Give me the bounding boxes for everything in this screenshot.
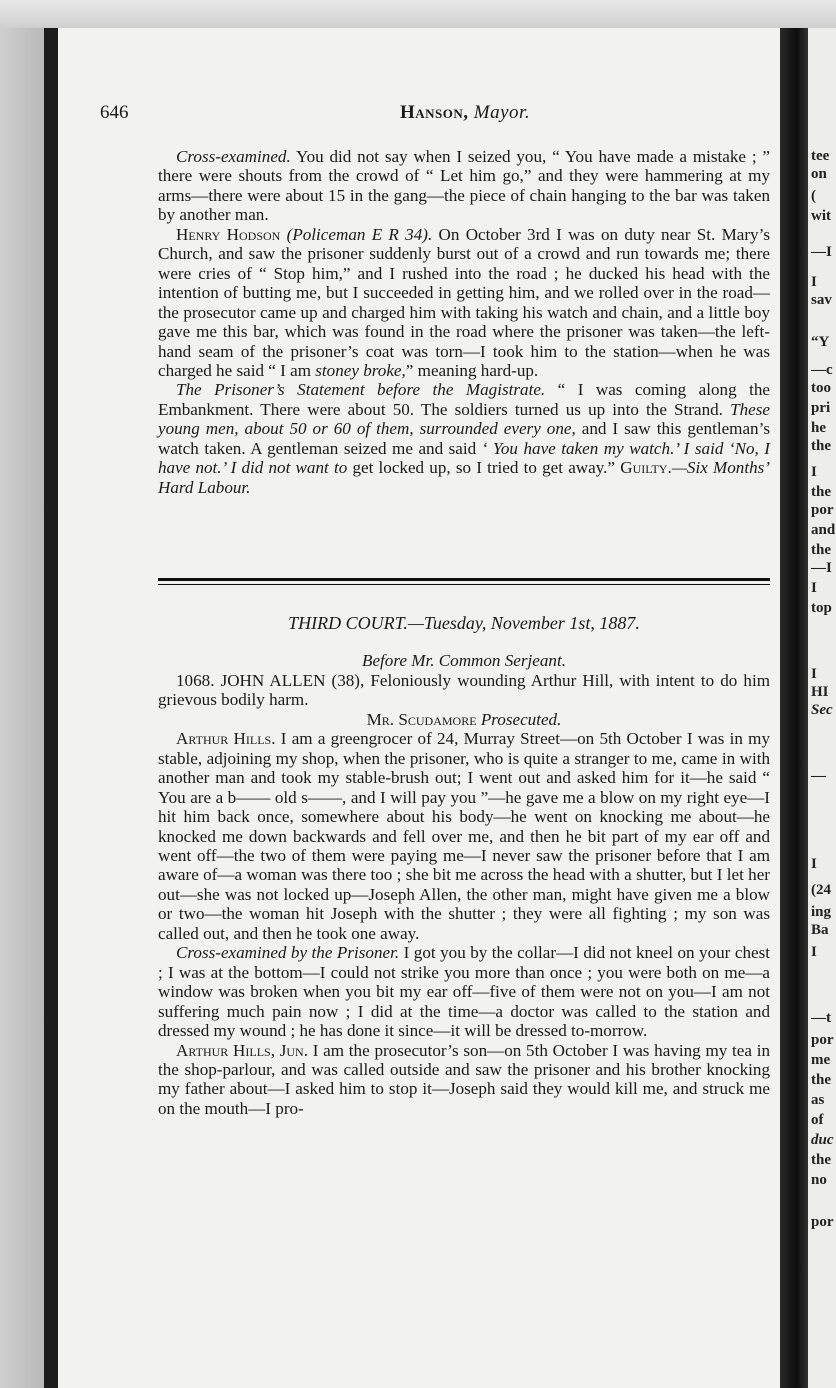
adjacent-page-fragment: I bbox=[811, 944, 817, 960]
cross-examination-paragraph bbox=[158, 943, 770, 1040]
adjacent-page-fragment: I bbox=[811, 580, 817, 596]
adjacent-page-fragment: —I bbox=[811, 560, 832, 576]
court-date: —Tuesday, November 1st, 1887. bbox=[407, 613, 640, 633]
statement-text: “ I was coming along the Embankment. There were about 50. The soldiers turned us up into the Strand. bbox=[158, 380, 770, 419]
statement-italic: These young men, about 50 or 60 of them, surrounded every one, bbox=[158, 399, 770, 439]
cross-examined-label: Cross-examined by the Prisoner. bbox=[176, 943, 400, 963]
adjacent-page-fragment: tee bbox=[811, 148, 830, 164]
adjacent-page-fragment: on bbox=[811, 166, 827, 182]
adjacent-page-fragment: —I bbox=[811, 244, 832, 260]
adjacent-page-fragment: the bbox=[811, 438, 831, 454]
cross-examination-paragraph bbox=[158, 147, 770, 225]
adjacent-page-fragment: ing bbox=[811, 904, 832, 920]
adjacent-page-fragment: I bbox=[811, 274, 817, 290]
statement-italic: ‘ You have taken my watch.’ I said ‘No, I have not.’ I did not want to bbox=[158, 438, 770, 478]
adjacent-page-fragment: the bbox=[811, 1152, 831, 1168]
court-heading bbox=[158, 614, 770, 633]
third-court-section bbox=[158, 614, 770, 1118]
adjacent-page-fragment: I bbox=[811, 666, 817, 682]
case-number: 1068. bbox=[176, 670, 215, 690]
page-number: 646 bbox=[100, 102, 129, 123]
adjacent-page-fragment: pri bbox=[811, 400, 831, 416]
witness-text: On October 3rd I was on duty near St. Mary’s Church, and saw the prisoner suddenly burst out of a crowd and run towards me; there were cries of “ Stop him,” and I rushed into the road ; he ducked his head with the intention of butting me, but I succeeded in getting him, and we rolled over in the road—the prosecutor came up and charged him with taking his watch and chain, and a little boy gave me this bar, which was found in the road where the prisoner was taken—the left-hand seam of the prisoner’s coat was torn—I took him to the station—when he was charged he said “ I am bbox=[158, 224, 770, 380]
adjacent-page-fragment: “Y bbox=[811, 334, 830, 350]
adjacent-page-fragment: —t bbox=[811, 1010, 831, 1026]
adjacent-page-fragment: top bbox=[811, 600, 832, 616]
witness-paragraph bbox=[158, 1041, 770, 1119]
adjacent-page-fragment: sav bbox=[811, 292, 832, 308]
prosecutor-label: Prosecuted. bbox=[480, 709, 562, 729]
sentence: —Six Months’ Hard Labour. bbox=[158, 458, 770, 497]
adjacent-page-fragment: I bbox=[811, 464, 817, 480]
adjacent-page-fragment: (24 bbox=[811, 882, 831, 898]
case-entry bbox=[158, 671, 770, 710]
witness-paragraph bbox=[158, 729, 770, 943]
adjacent-page-fragment: me bbox=[811, 1052, 831, 1068]
before-judge: Before Mr. Common Serjeant. bbox=[362, 651, 566, 671]
adjacent-page-fragment: —c bbox=[811, 362, 833, 378]
running-head bbox=[400, 102, 530, 124]
defendant-name: JOHN ALLEN bbox=[220, 670, 326, 690]
witness-name: Arthur Hills. bbox=[176, 729, 276, 749]
adjacent-page-fragment: I bbox=[811, 856, 817, 872]
witness-text: I am a greengrocer of 24, Murray Street—on 5th October I was in my stable, adjoining my shop, when the prisoner, who is quite a stranger to me, came in with another man and took my stable-brush out; I went out and asked him for it—he said “ You are a b—— old s——, and I will pay you ”—he gave me a blow on my right eye—I hit him back once, somewhere about his body—he went on knocking me about—he knocked me down backwards and fell over me, and then he bit part of my ear off and went off—the two of them were paying me—I never saw the prisoner before that I am aware of—a woman was there too ; she bit me across the head with a shutter, but I let her out—she was not locked up—Joseph Allen, the other man, might have given me a blow or two—the woman hit Joseph with the shutter ; they were all fighting ; my son was called out, and then he took one away. bbox=[158, 729, 770, 943]
adjacent-page-fragment: por bbox=[811, 1032, 834, 1048]
prisoner-statement-paragraph bbox=[158, 380, 770, 497]
witness-text-end: ” meaning hard-up. bbox=[405, 360, 539, 380]
cross-examined-text: I got you by the collar—I did not kneel on your chest ; I was at the bottom—I could not strike you more than once ; you were both on me—a window was broken when you bit my ear off—five of them were not on you—I am not suffering much pain now ; I did at the time—a doctor was called to the station and dressed my wound ; he has done it since—it will be dressed to-morrow. bbox=[158, 943, 770, 1041]
section-divider-rule bbox=[158, 578, 770, 585]
adjacent-page-fragment: no bbox=[811, 1172, 827, 1188]
scan-left-edge bbox=[0, 28, 44, 1388]
adjacent-page-fragment: ( bbox=[811, 188, 816, 204]
adjacent-page-fragment: Sec bbox=[811, 702, 833, 718]
running-head-name: Hanson, bbox=[400, 102, 469, 123]
book-gutter-shadow bbox=[44, 28, 58, 1388]
running-header bbox=[100, 100, 770, 130]
adjacent-page-fragment: the bbox=[811, 1072, 831, 1088]
adjacent-page-fragment: too bbox=[811, 380, 831, 396]
court-name: THIRD COURT. bbox=[288, 613, 408, 633]
cross-examined-text: You did not say when I seized you, “ You have made a mistake ; ” there were shouts from the crowd of “ Let him go,” and they were hammering at my arms—there were about 15 in the gang—the piece of chain hanging to the bar was taken by another man. bbox=[158, 147, 770, 225]
charge: Feloniously wounding Arthur Hill, with intent to do him grievous bodily harm. bbox=[158, 670, 770, 710]
prosecutor-name: Mr. Scudamore bbox=[366, 709, 477, 729]
adjacent-page-fragment: he bbox=[811, 420, 826, 436]
verdict: Guilty. bbox=[620, 458, 672, 478]
adjacent-page-fragment: of bbox=[811, 1112, 824, 1128]
statement-text: and I saw this gentleman’s watch taken. A gentleman seized me and said bbox=[158, 419, 770, 458]
book-spine-shadow bbox=[780, 28, 808, 1388]
running-head-title: Mayor. bbox=[473, 102, 531, 123]
witness-name: Arthur Hills, Jun. bbox=[176, 1040, 308, 1060]
adjacent-page-fragment: por bbox=[811, 502, 834, 518]
adjacent-page-edge bbox=[808, 28, 836, 1388]
defendant-age: (38), bbox=[331, 670, 365, 690]
adjacent-page-fragment: wit bbox=[811, 208, 831, 224]
adjacent-page-fragment: the bbox=[811, 542, 831, 558]
witness-paragraph bbox=[158, 225, 770, 381]
adjacent-page-fragment: HI bbox=[811, 684, 829, 700]
cross-examined-label: Cross-examined. bbox=[176, 147, 291, 166]
statement-label: The Prisoner’s Statement before the Magistrate. bbox=[176, 380, 546, 400]
prosecution-line bbox=[158, 710, 770, 729]
adjacent-page-fragment: as bbox=[811, 1092, 825, 1108]
adjacent-page-fragment: por bbox=[811, 1214, 834, 1230]
case-continuation bbox=[158, 147, 770, 497]
adjacent-page-fragment: duc bbox=[811, 1132, 834, 1148]
adjacent-page-fragment: — bbox=[811, 768, 826, 784]
adjacent-page-fragment: the bbox=[811, 484, 831, 500]
scan-top-margin bbox=[0, 0, 836, 28]
witness-slang: stoney broke, bbox=[315, 360, 406, 380]
witness-name: Henry Hodson bbox=[176, 224, 281, 244]
witness-text: I am the prosecutor’s son—on 5th October I was having my tea in the shop-parlour, and was called outside and saw the prisoner and his brother knocking my father about—I asked him to stop it—Joseph said they would kill me, and struck me on the mouth—I pro- bbox=[158, 1040, 771, 1118]
adjacent-page-fragment: Ba bbox=[811, 922, 829, 938]
statement-text: get locked up, so I tried to get away.” bbox=[352, 458, 616, 478]
witness-role: (Policeman E R 34). bbox=[286, 224, 433, 244]
adjacent-page-fragment: and bbox=[811, 522, 836, 538]
